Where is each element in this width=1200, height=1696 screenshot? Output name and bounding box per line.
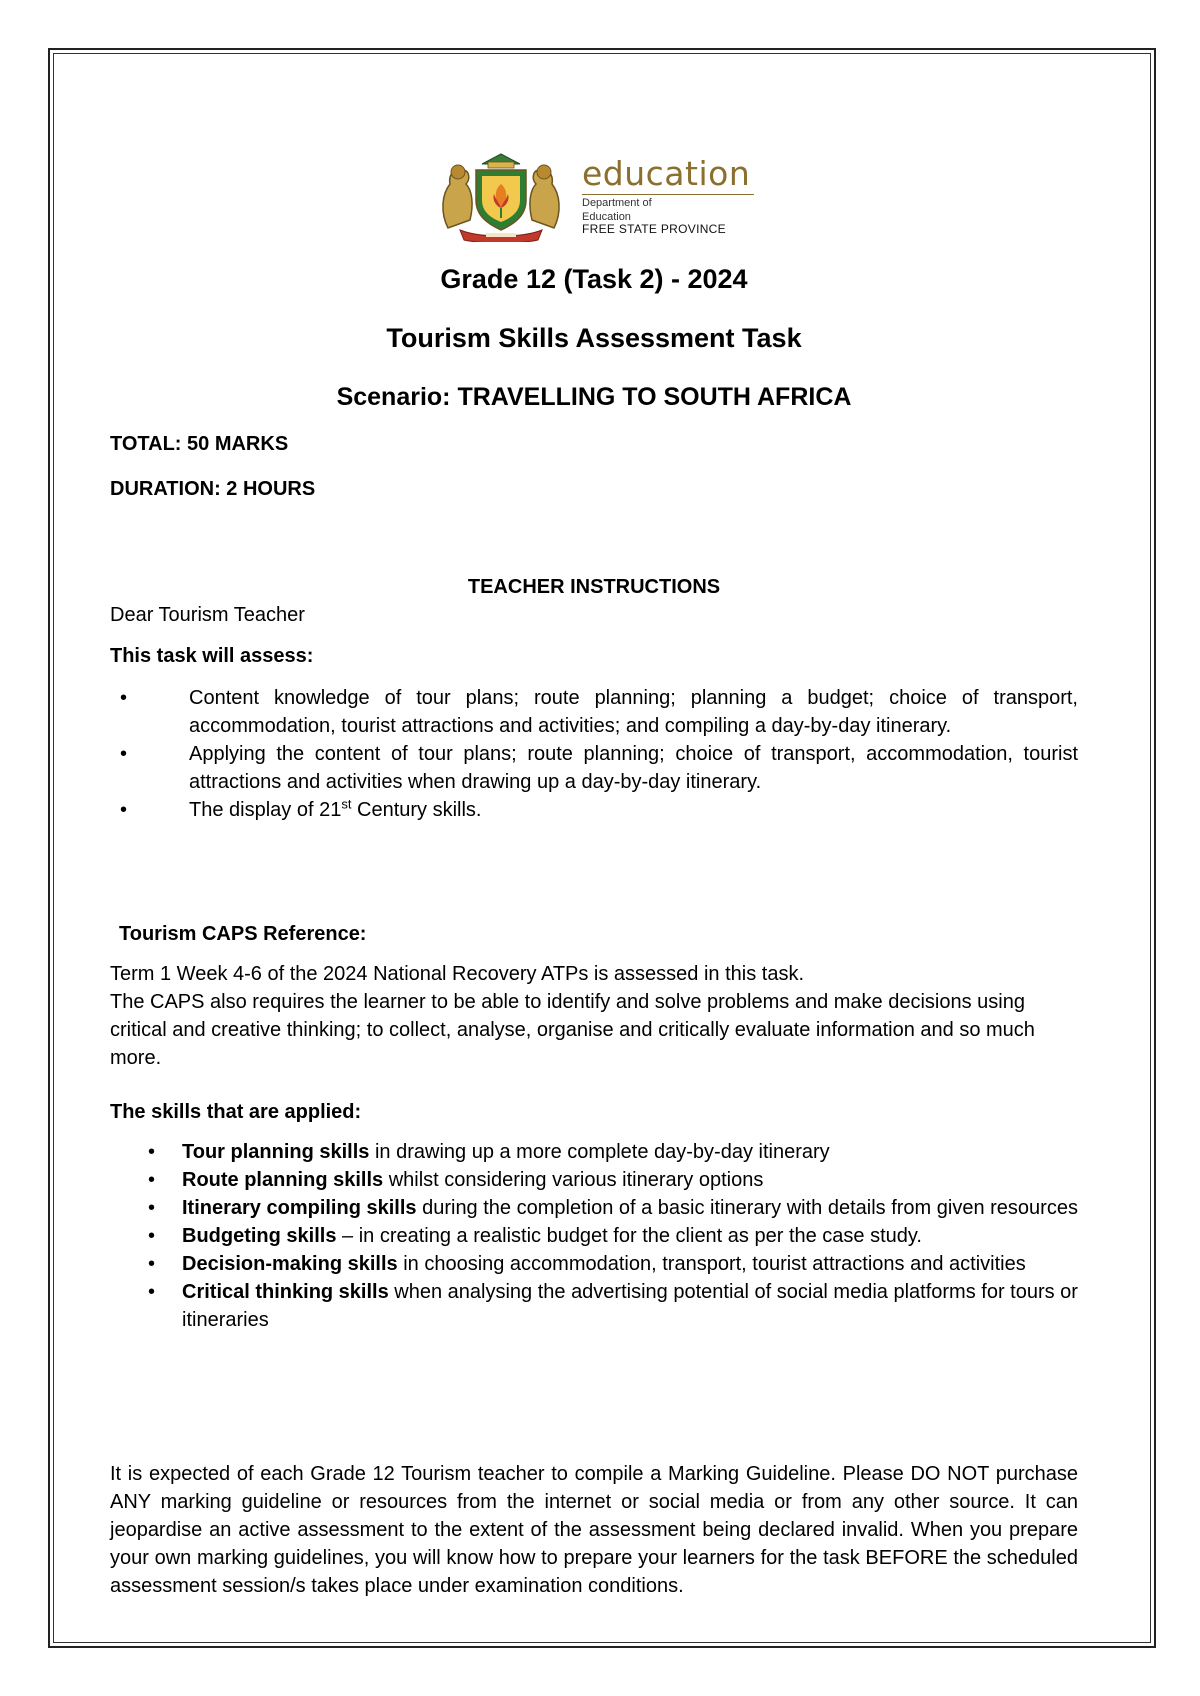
task-title: Tourism Skills Assessment Task	[386, 323, 802, 353]
bullet-icon: •	[148, 1141, 156, 1163]
logo-divider	[582, 194, 754, 195]
closing-paragraph: It is expected of each Grade 12 Tourism teacher to compile a Marking Guideline. Please DO NOT purchase ANY marking guideline or resources from the internet or social media or from any other source. It can jeopardise an active assessment to the extent of the assessment being declared invalid. When you prepare your own marking guidelines, you will know how to prepare your learners for the task BEFORE the scheduled assessment session/s takes place under examination conditions.	[110, 1463, 1078, 1597]
logo-department-line: Department of	[582, 197, 652, 209]
list-item: • Content knowledge of tour plans; route planning; planning a budget; choice of transport, accommodation, tourist attractions and activities; and compiling a day-by-day itinerary.	[110, 684, 1078, 740]
page-title: Grade 12 (Task 2) - 2024	[440, 264, 748, 294]
logo-province-line: FREE STATE PROVINCE	[582, 222, 726, 236]
coat-of-arms-icon	[430, 150, 572, 242]
total-marks: TOTAL: 50 MARKS	[110, 433, 289, 455]
caps-paragraph: The CAPS also requires the learner to be able to identify and solve problems and make decisions using critical and creative thinking; to collect, analyse, organise and critically evaluate information and so much more.	[110, 991, 1035, 1069]
list-item: • Applying the content of tour plans; route planning; choice of transport, accommodation, tourist attractions and activities when drawing up a day-by-day itinerary.	[110, 740, 1078, 796]
list-item: • Route planning skills whilst considering various itinerary options	[110, 1166, 1078, 1194]
list-item: • The display of 21st Century skills.	[110, 796, 1078, 824]
bullet-icon: •	[120, 799, 128, 821]
duration: DURATION: 2 HOURS	[110, 478, 316, 500]
bullet-icon: •	[148, 1225, 156, 1247]
bullet-icon: •	[120, 743, 128, 765]
list-item: • Budgeting skills – in creating a realistic budget for the client as per the case study.	[110, 1222, 1078, 1250]
caps-week-line: Term 1 Week 4-6 of the 2024 National Recovery ATPs is assessed in this task.	[110, 963, 805, 985]
department-logo	[430, 150, 760, 242]
list-item: • Decision-making skills in choosing accommodation, transport, tourist attractions and activities	[110, 1250, 1078, 1278]
bullet-icon: •	[148, 1281, 156, 1303]
instructions-heading: TEACHER INSTRUCTIONS	[467, 576, 721, 598]
scenario-title: Scenario: TRAVELLING TO SOUTH AFRICA	[336, 383, 852, 411]
list-item: • Critical thinking skills when analysing the advertising potential of social media platforms for tours or itineraries	[110, 1278, 1078, 1334]
list-item: • Tour planning skills in drawing up a more complete day-by-day itinerary	[110, 1138, 1078, 1166]
logo-education-line: Education	[582, 211, 631, 223]
assess-heading: This task will assess:	[110, 645, 314, 667]
bullet-icon: •	[148, 1169, 156, 1191]
bullet-icon: •	[148, 1197, 156, 1219]
assess-list	[110, 684, 1078, 824]
logo-wordmark: education	[582, 154, 751, 193]
bullet-icon: •	[120, 687, 128, 709]
skills-heading: The skills that are applied:	[110, 1101, 362, 1123]
list-item: • Itinerary compiling skills during the completion of a basic itinerary with details from given resources	[110, 1194, 1078, 1222]
bullet-icon: •	[148, 1253, 156, 1275]
caps-heading: Tourism CAPS Reference:	[119, 923, 367, 945]
skills-list	[110, 1138, 1078, 1334]
greeting: Dear Tourism Teacher	[110, 604, 305, 626]
